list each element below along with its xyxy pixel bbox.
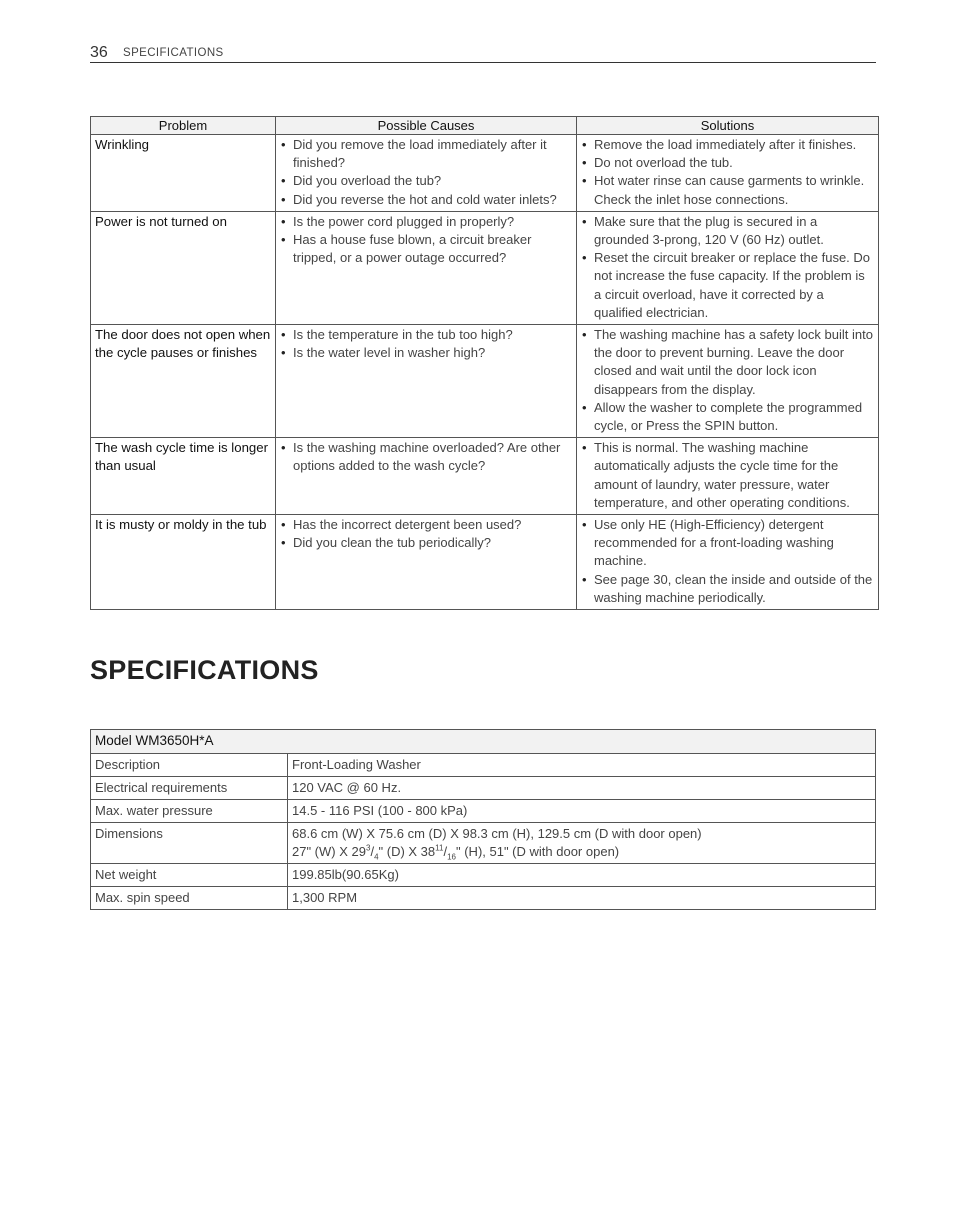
- column-header-solutions: Solutions: [577, 117, 879, 135]
- list-item: • Allow the washer to complete the programmed cycle, or Press the SPIN button.: [581, 399, 874, 435]
- dimensions-metric: 68.6 cm (W) X 75.6 cm (D) X 98.3 cm (H), 129.5 cm (D with door open): [292, 826, 702, 841]
- list-item: • Remove the load immediately after it finishes.: [581, 136, 874, 154]
- list-item: • Has the incorrect detergent been used?: [280, 516, 572, 534]
- table-row: [91, 325, 879, 438]
- list-item: • Is the water level in washer high?: [280, 344, 572, 362]
- spec-label: Net weight: [91, 864, 288, 887]
- list-item: • Hot water rinse can cause garments to wrinkle. Check the inlet hose connections.: [581, 172, 874, 208]
- table-row: [91, 777, 876, 800]
- solutions-cell: [577, 211, 879, 324]
- causes-cell: [276, 438, 577, 515]
- problem-cell: It is musty or moldy in the tub: [91, 515, 276, 610]
- table-row: [91, 211, 879, 324]
- model-row: [91, 730, 876, 754]
- list-item: • Is the washing machine overloaded? Are other options added to the wash cycle?: [280, 439, 572, 475]
- causes-cell: [276, 211, 577, 324]
- spec-label: Description: [91, 754, 288, 777]
- spec-value: 199.85lb(90.65Kg): [288, 864, 876, 887]
- spec-label: Max. spin speed: [91, 887, 288, 910]
- spec-value: Front-Loading Washer: [288, 754, 876, 777]
- column-header-problem: Problem: [91, 117, 276, 135]
- page-header: [90, 44, 876, 63]
- list-item: • The washing machine has a safety lock built into the door to prevent burning. Leave the door closed and wait until the door lock icon disappears from the display.: [581, 326, 874, 399]
- list-item: • Reset the circuit breaker or replace the fuse. Do not increase the fuse capacity. If the problem is a circuit overload, have it corrected by a qualified electrician.: [581, 249, 874, 322]
- dim-depth-suffix: " (D) X 38: [378, 844, 436, 859]
- table-row: [91, 887, 876, 910]
- solutions-cell: [577, 515, 879, 610]
- problem-cell: The wash cycle time is longer than usual: [91, 438, 276, 515]
- list-item: • Has a house fuse blown, a circuit breaker tripped, or a power outage occurred?: [280, 231, 572, 267]
- spec-value: 14.5 - 116 PSI (100 - 800 kPa): [288, 800, 876, 823]
- list-item: • This is normal. The washing machine automatically adjusts the cycle time for the amount of laundry, water pressure, water temperature, and other operating conditions.: [581, 439, 874, 512]
- list-item: • Use only HE (High-Efficiency) detergent recommended for a front-loading washing machine.: [581, 516, 874, 571]
- section-label: SPECIFICATIONS: [123, 47, 224, 59]
- troubleshooting-table: [90, 116, 879, 610]
- solutions-cell: [577, 135, 879, 212]
- dim-depth-numerator: 3: [365, 843, 371, 853]
- causes-cell: [276, 515, 577, 610]
- spec-value: 1,300 RPM: [288, 887, 876, 910]
- dim-width: 27" (W) X 29: [292, 844, 366, 859]
- column-header-causes: Possible Causes: [276, 117, 577, 135]
- specifications-heading: SPECIFICATIONS: [90, 655, 319, 685]
- list-item: • Is the temperature in the tub too high?: [280, 326, 572, 344]
- table-row: [91, 135, 879, 212]
- table-row: [91, 754, 876, 777]
- table-row: [91, 515, 879, 610]
- problem-cell: Power is not turned on: [91, 211, 276, 324]
- dim-depth-denominator: 4: [374, 852, 379, 862]
- list-item: • Make sure that the plug is secured in a grounded 3-prong, 120 V (60 Hz) outlet.: [581, 213, 874, 249]
- dim-height-suffix: " (H), 51" (D with door open): [456, 844, 620, 859]
- causes-cell: [276, 135, 577, 212]
- list-item: • See page 30, clean the inside and outside of the washing machine periodically.: [581, 571, 874, 607]
- list-item: • Do not overload the tub.: [581, 154, 874, 172]
- table-header-row: [91, 117, 879, 135]
- dimensions-imperial: 27" (W) X $29^3/_4$" (D) X $38^{11}/_{16}$" (H), 51" (D with door open): [292, 843, 620, 862]
- spec-label: Dimensions: [91, 823, 288, 864]
- list-item: • Did you overload the tub?: [280, 172, 572, 190]
- list-item: • Did you remove the load immediately after it finished?: [280, 136, 572, 172]
- spec-label: Electrical requirements: [91, 777, 288, 800]
- table-row: [91, 823, 876, 864]
- specifications-table: [90, 729, 876, 910]
- spec-label: Max. water pressure: [91, 800, 288, 823]
- dim-height-denominator: 16: [447, 852, 456, 862]
- spec-value: 120 VAC @ 60 Hz.: [288, 777, 876, 800]
- table-row: [91, 800, 876, 823]
- model-name: Model WM3650H*A: [91, 730, 876, 754]
- dim-height-numerator: 11: [435, 843, 444, 853]
- list-item: • Did you reverse the hot and cold water inlets?: [280, 191, 572, 209]
- solutions-cell: [577, 325, 879, 438]
- spec-value: [288, 823, 876, 864]
- table-row: [91, 438, 879, 515]
- list-item: • Did you clean the tub periodically?: [280, 534, 572, 552]
- causes-cell: [276, 325, 577, 438]
- problem-cell: Wrinkling: [91, 135, 276, 212]
- table-row: [91, 864, 876, 887]
- solutions-cell: [577, 438, 879, 515]
- page-number: 36: [90, 44, 108, 61]
- problem-cell: The door does not open when the cycle pauses or finishes: [91, 325, 276, 438]
- list-item: • Is the power cord plugged in properly?: [280, 213, 572, 231]
